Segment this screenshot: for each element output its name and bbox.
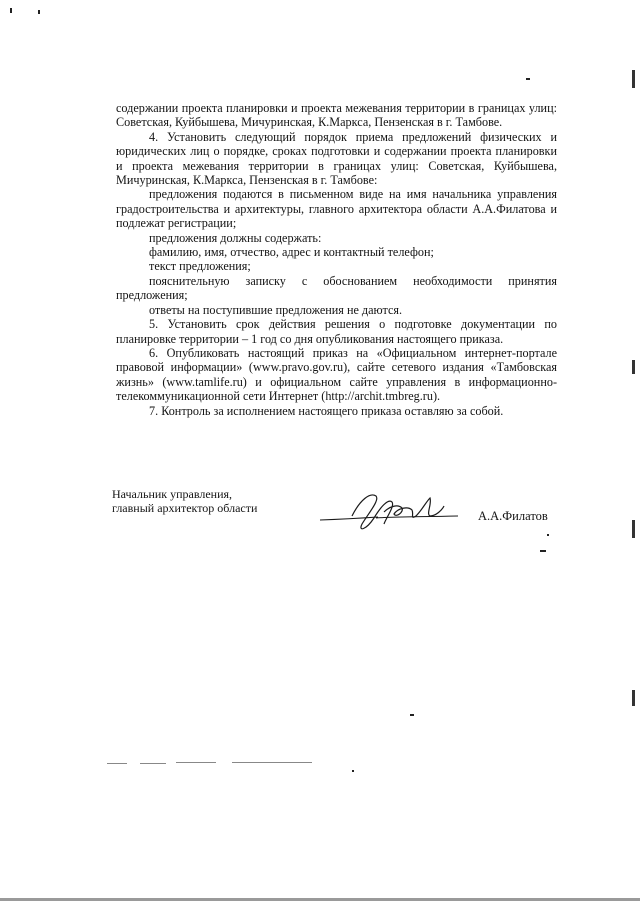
scan-edge-mark [632, 360, 635, 374]
scan-line [176, 762, 216, 763]
scan-speck [10, 8, 12, 13]
paragraph-no-replies: ответы на поступившие предложения не даются. [149, 302, 403, 317]
scan-bottom-border [0, 898, 640, 901]
scan-speck [352, 770, 354, 772]
paragraph-name-address: фамилию, имя, отчество, адрес и контактный телефон; [149, 245, 434, 260]
scan-speck [410, 714, 414, 716]
document-body [116, 101, 557, 418]
signatory-title-line2: главный архитектор области [112, 501, 258, 515]
paragraph-item-6: 6. Опубликовать настоящий приказ на «Официальном интернет-портале правовой информации» (www.pravo.gov.ru), сайте сетевого издания «Тамбовская жизнь» (www.tamlife.ru) и официальном сайте управления в информационно-телекоммуникационной сети Интернет (http://archit.tmbreg.ru). [116, 345, 557, 404]
scan-line [232, 762, 312, 763]
scan-line [107, 763, 127, 764]
signatory-title [112, 487, 257, 515]
paragraph-contents: предложения должны содержать: [149, 230, 322, 245]
paragraph-proposal-text: текст предложения; [149, 259, 251, 274]
signatory-title-line1: Начальник управления, [112, 487, 233, 501]
scan-speck [547, 534, 549, 536]
paragraph-1: содержании проекта планировки и проекта межевания территории в границах улиц: Советская, Куйбышева, Мичуринская, К.Маркса, Пензенская в г. Тамбове. [116, 101, 557, 130]
signatory-name: А.А.Филатов [478, 509, 548, 523]
scan-edge-mark [632, 690, 635, 706]
paragraph-explanatory-note: пояснительную записку с обоснованием необходимости принятия предложения; [116, 273, 557, 303]
paragraph-item-5: 5. Установить срок действия решения о подготовке документации по планировке территории – 1 год со дня опубликования настоящего приказа. [116, 317, 557, 346]
paragraph-submission: предложения подаются в письменном виде на имя начальника управления градостроительства и архитектуры, главного архитектора области А.А.Филатова и подлежат регистрации; [116, 187, 557, 231]
paragraph-item-4: 4. Установить следующий порядок приема предложений физических и юридических лиц о порядке, сроках подготовки и содержании проекта планировки и проекта межевания территории в границах улиц: Советская, Куйбышева, Мичуринская, К.Маркса, Пензенская в г. Тамбове: [116, 129, 557, 188]
handwritten-signature [318, 490, 468, 538]
scan-speck [526, 78, 530, 80]
scan-edge-mark [632, 520, 635, 538]
scan-speck [540, 550, 546, 552]
scan-line [140, 763, 166, 764]
scan-edge-mark [632, 70, 635, 88]
paragraph-item-7: 7. Контроль за исполнением настоящего приказа оставляю за собой. [149, 403, 504, 418]
scan-speck [38, 10, 40, 14]
